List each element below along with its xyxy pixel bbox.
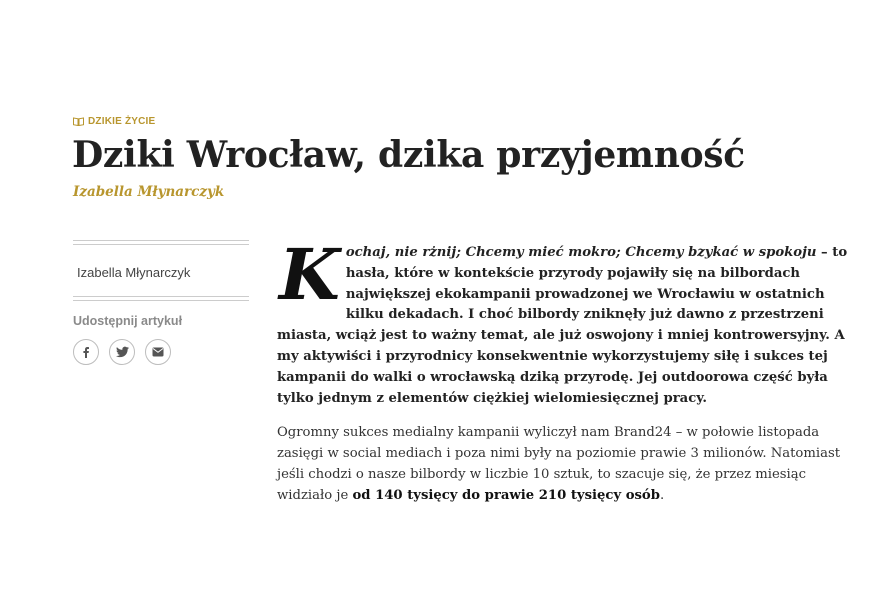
body-paragraph	[277, 423, 859, 506]
drop-cap: K	[279, 233, 340, 316]
twitter-icon	[116, 346, 129, 358]
article-title: Dziki Wrocław, dzika przyjemność	[72, 134, 745, 176]
book-icon	[73, 117, 84, 126]
lead-paragraph	[277, 233, 859, 409]
paragraph-bold-text: od 140 tysięcy do prawie 210 tysięcy osób	[352, 487, 660, 503]
paragraph-end: .	[659, 487, 665, 503]
facebook-icon	[80, 346, 92, 358]
share-label: Udostępnij artykuł	[73, 314, 183, 328]
sidebar-divider	[73, 296, 249, 301]
email-icon	[152, 347, 164, 357]
paragraph-text: Ogromny sukces medialny kampanii wyliczył nam Brand24 – w połowie listopada zasięgi w social mediach i poza nimi były na poziomie prawie 3 milionów. Natomiast jeśli chodzi o nasze bilbordy w liczbie 10 sztuk, to szacuje się, że przez miesiąc widziało je	[277, 425, 841, 503]
share-twitter-button[interactable]	[109, 339, 135, 365]
lead-italic-text: ochaj, nie rżnij; Chcemy mieć mokro; Chcemy bzykać w spokoju	[345, 245, 817, 260]
lead-text: – to hasła, które w kontekście przyrody pojawiły się na bilbordach największej ekokampanii prowadzonej we Wrocławiu w ostatnich kilku dekadach. I choć bilbordy zniknęły już dawno z przestrzeni miasta, wciąż jest to ważny temat, ale już oswojony i mniej kontrowersyjny. A my aktywiści i przyrodnicy konsekwentnie wykorzystujemy siłę i sukces tej kampanii do walki o wrocławską dziką przyrodę. Jej outdoorowa część była tylko jednym z elementów ciężkiej wielomiesięcznej pracy.	[277, 245, 848, 406]
category-label[interactable]	[73, 116, 155, 127]
category-text: DZIKIE ŻYCIE	[88, 116, 156, 127]
article-byline[interactable]: Izabella Młynarczyk	[73, 184, 225, 200]
sidebar-author-name[interactable]: Izabella Młynarczyk	[77, 265, 191, 280]
share-facebook-button[interactable]	[73, 339, 99, 365]
article-body	[277, 233, 859, 507]
share-email-button[interactable]	[145, 339, 171, 365]
share-buttons	[73, 339, 249, 365]
article-sidebar	[73, 240, 249, 365]
